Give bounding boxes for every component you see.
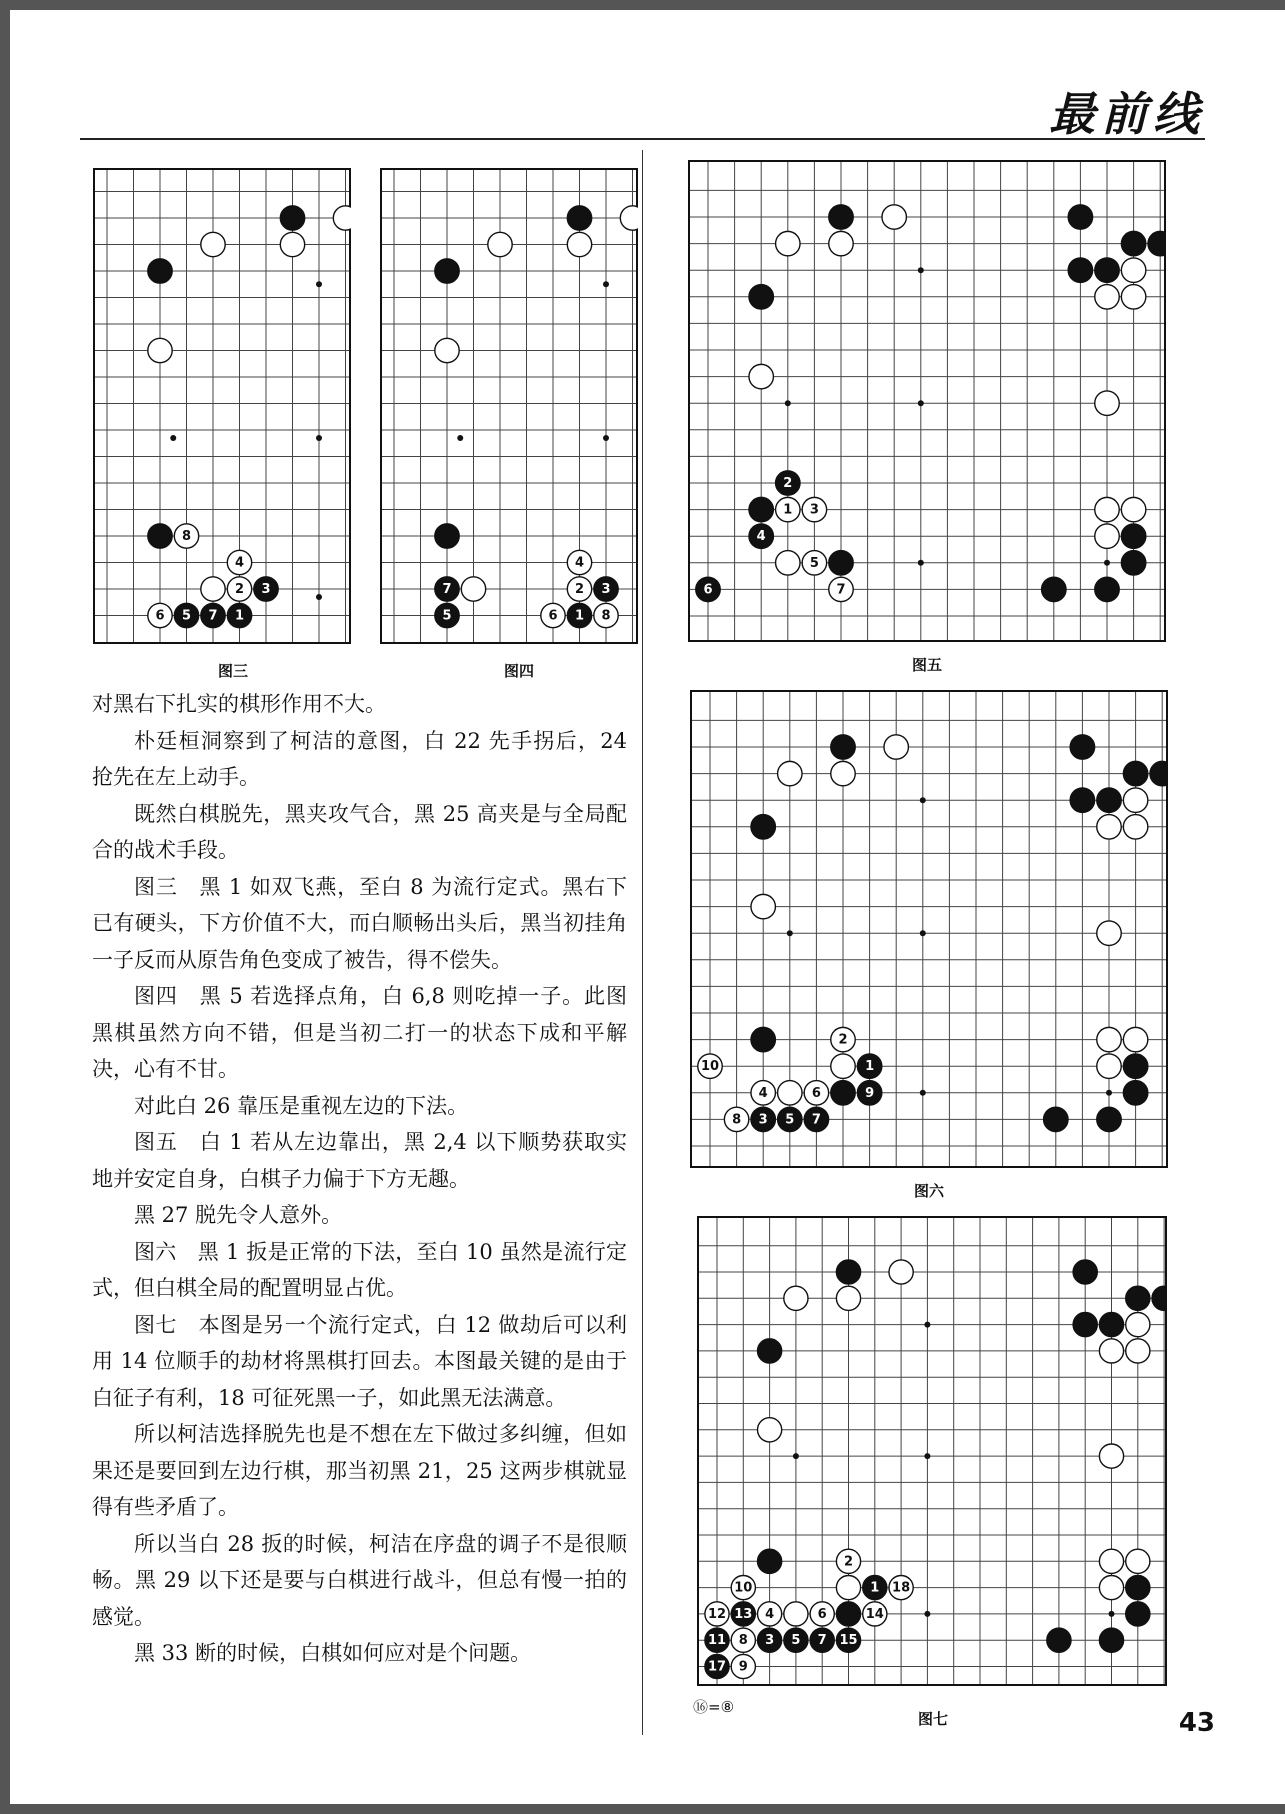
move-number: 7 [836,582,846,598]
go-board-fig4 [380,168,638,644]
white-stone [802,551,826,575]
white-stone [836,1286,860,1310]
white-stone [1121,258,1145,282]
move-number: 3 [765,1633,775,1649]
white-stone [1095,391,1119,415]
move-number: 6 [548,608,558,624]
move-number: 12 [707,1606,727,1622]
white-stone [731,1576,755,1600]
star-point [603,435,609,441]
paragraph: 图七 本图是另一个流行定式，白 12 做劫后可以利用 14 位顺手的劫材将黑棋打回去。本图最关键的是由于白征子有利，18 可征死黑一子，如此黑无法满意。 [92,1312,627,1410]
black-stone [836,1628,860,1652]
white-stone [488,232,512,256]
white-stone [784,1286,808,1310]
white-stone [620,206,638,230]
move-number: 1 [574,608,585,624]
white-stone [831,1054,855,1078]
black-stone [1150,761,1168,785]
black-stone [857,1054,881,1078]
star-point [457,435,463,441]
star-point [785,400,791,406]
caption-fig4: 图四 [504,662,535,680]
move-number: 2 [838,1032,848,1048]
black-stone [1121,231,1145,255]
white-stone [1126,1339,1150,1363]
black-stone [863,1576,887,1600]
board-frame [689,161,1165,641]
white-stone [174,524,198,548]
column-divider [642,150,643,1735]
black-stone [435,577,459,601]
go-board-fig7 [697,1216,1167,1686]
move-number: 6 [817,1606,827,1622]
white-stone [776,551,800,575]
black-stone [804,1107,828,1131]
white-stone [541,603,565,627]
white-stone [1095,497,1119,521]
white-stone [758,1602,782,1626]
black-stone [778,1107,802,1131]
white-stone [698,1054,722,1078]
black-stone [254,577,278,601]
white-stone [889,1576,913,1600]
move-number: 6 [155,608,165,624]
star-point [924,1453,930,1459]
board-fig7 [697,1216,1167,1686]
star-point [316,281,322,287]
black-stone [758,1549,782,1573]
paragraph: 图三 黑 1 如双飞燕，至白 8 为流行定式。黑右下已有硬头，下方价值不大，而白顺畅出头后，黑当初挂角一子反而从原告角色变成了被告，得不偿失。 [92,874,627,972]
header-title: 最前线 [1049,87,1205,141]
star-point [924,1322,930,1328]
white-stone [227,550,251,574]
caption-fig3: 图三 [218,662,249,680]
black-stone [1073,1313,1097,1337]
move-number: 5 [442,608,452,624]
black-stone [749,524,773,548]
black-stone [1121,551,1145,575]
page-border-left [0,0,10,1814]
move-number: 1 [870,1580,880,1596]
black-stone [758,1339,782,1363]
move-number: 7 [817,1633,827,1649]
white-stone [461,577,485,601]
black-stone [1126,1602,1150,1626]
white-stone [836,1576,860,1600]
white-stone [567,232,591,256]
black-stone [696,577,720,601]
black-stone [829,205,853,229]
paragraph: 朴廷桓洞察到了柯洁的意图，白 22 先手拐后，24 抢先在左上动手。 [92,728,627,789]
black-stone [1044,1107,1068,1131]
star-point [924,1611,930,1617]
black-stone [1068,258,1092,282]
paragraph: 图四 黑 5 若选择点角，白 6,8 则吃掉一子。此图黑棋虽然方向不错，但是当初二打一的状态下成和平解决，心有不甘。 [92,984,627,1081]
black-stone [1123,1081,1147,1105]
white-stone [1097,1027,1121,1051]
go-board-fig6 [690,690,1168,1168]
white-stone [889,1260,913,1284]
black-stone [1095,577,1119,601]
black-stone [751,815,775,839]
black-stone [749,285,773,309]
black-stone [836,1602,860,1626]
white-stone [594,603,618,627]
white-stone [863,1602,887,1626]
move-number: 17 [707,1659,727,1675]
move-number: 5 [791,1633,801,1649]
caption-fig5: 图五 [912,656,943,674]
white-stone [1123,1027,1147,1051]
black-stone [1099,1628,1123,1652]
black-stone [831,1081,855,1105]
white-stone [802,497,826,521]
move-number: 1 [865,1059,875,1075]
white-stone [829,231,853,255]
white-stone [280,232,304,256]
board-fig4 [380,168,638,644]
move-number: 8 [732,1112,742,1128]
paragraph: 对黑右下扎实的棋形作用不大。 [92,692,386,716]
move-number: 3 [601,582,611,597]
white-stone [724,1107,748,1131]
white-stone [778,1081,802,1105]
caption-fig6: 图六 [914,1182,945,1200]
star-point [1109,1611,1115,1617]
white-stone [201,232,225,256]
black-stone [751,1107,775,1131]
white-stone [804,1081,828,1105]
white-stone [884,735,908,759]
star-point [170,435,176,441]
move-number: 9 [865,1085,875,1101]
white-stone [1121,497,1145,521]
page-border-top [0,0,1285,10]
white-stone [1121,285,1145,309]
article-text [92,686,627,1672]
white-stone [751,894,775,918]
move-number: 7 [811,1112,821,1128]
move-number: 1 [783,502,793,518]
star-point [787,930,793,936]
black-stone [435,259,459,283]
black-stone [1073,1260,1097,1284]
black-stone [148,259,172,283]
move-number: 2 [783,476,793,491]
white-stone [831,761,855,785]
board-fig3 [93,168,351,644]
black-stone [831,735,855,759]
star-point [316,594,322,600]
white-stone [1099,1444,1123,1468]
white-stone [1097,1054,1121,1078]
header-rule [80,138,1205,140]
move-number: 11 [707,1633,727,1649]
paragraph: 图六 黑 1 扳是正常的下法，至白 10 虽然是流行定式，但白棋全局的配置明显占优。 [92,1239,627,1300]
white-stone [778,761,802,785]
move-number: 4 [234,555,245,571]
black-stone [1099,1313,1123,1337]
move-number: 2 [574,582,585,597]
star-point [920,1090,926,1096]
paragraph: 图五 白 1 若从左边靠出，黑 2,4 以下顺势获取实地并安定自身，白棋子力偏于下方无趣。 [92,1130,627,1191]
black-stone [1070,735,1094,759]
go-board-fig5 [688,160,1166,642]
black-stone [280,206,304,230]
white-stone [333,206,351,230]
white-stone [1123,815,1147,839]
paragraph: 既然白棋脱先，黑夹攻气合，黑 25 高夹是与全局配合的战术手段。 [92,801,627,862]
star-point [920,930,926,936]
move-number: 6 [811,1085,821,1101]
black-stone [1148,231,1166,255]
paragraph: 黑 33 断的时候，白棋如何应对是个问题。 [134,1641,532,1665]
move-number: 3 [758,1112,768,1128]
black-stone [435,603,459,627]
white-stone [751,1081,775,1105]
move-number: 10 [734,1580,753,1596]
move-number: 10 [700,1059,720,1075]
star-point [793,1453,799,1459]
move-number: 2 [843,1554,854,1570]
black-stone [1047,1628,1071,1652]
black-stone [201,603,225,627]
move-number: 5 [809,555,819,571]
black-stone [784,1628,808,1652]
black-stone [1070,788,1094,812]
move-number: 14 [865,1606,884,1622]
black-stone [1121,524,1145,548]
star-point [918,267,924,273]
black-stone [1126,1286,1150,1310]
move-number: 8 [601,608,611,624]
go-board-fig3 [93,168,351,644]
star-point [603,281,609,287]
white-stone [829,577,853,601]
white-stone [1095,285,1119,309]
move-number: 6 [703,582,713,598]
white-stone [784,1602,808,1626]
black-stone [227,603,251,627]
white-stone [1097,921,1121,945]
move-number: 7 [208,608,218,624]
white-stone [831,1027,855,1051]
move-number: 15 [839,1633,858,1649]
black-stone [1097,1107,1121,1131]
black-stone [749,497,773,521]
white-stone [227,577,251,601]
white-stone [705,1602,729,1626]
white-stone [776,231,800,255]
move-number: 4 [574,555,585,571]
black-stone [829,551,853,575]
black-stone [836,1260,860,1284]
white-stone [1099,1576,1123,1600]
move-number: 5 [181,608,192,624]
white-stone [1099,1339,1123,1363]
black-stone [810,1628,834,1652]
black-stone [148,524,172,548]
move-number: 4 [765,1606,775,1622]
black-stone [731,1602,755,1626]
black-stone [857,1081,881,1105]
black-stone [435,524,459,548]
star-point [918,560,924,566]
white-stone [1095,524,1119,548]
white-stone [836,1549,860,1573]
paragraph: 对此白 26 靠压是重视左边的下法。 [134,1093,469,1118]
white-stone [776,497,800,521]
black-stone [594,577,618,601]
white-stone [731,1654,755,1678]
move-number: 3 [809,502,819,518]
star-point [1106,1090,1112,1096]
white-stone [567,577,591,601]
white-stone [882,205,906,229]
fig7-note: ⑯=⑧ [693,1698,735,1716]
white-stone [1126,1549,1150,1573]
black-stone [705,1654,729,1678]
move-number: 1 [234,608,245,624]
board-fig6 [690,690,1168,1168]
white-stone [148,603,172,627]
white-stone [201,577,225,601]
white-stone [1097,815,1121,839]
black-stone [1123,1054,1147,1078]
black-stone [776,471,800,495]
white-stone [567,550,591,574]
black-stone [1095,258,1119,282]
black-stone [567,603,591,627]
move-number: 9 [738,1659,748,1675]
star-point [1104,560,1110,566]
paragraph: 所以柯洁选择脱先也是不想在左下做过多纠缠，但如果还是要回到左边行棋，那当初黑 21，25 这两步棋就显得有些矛盾了。 [92,1422,627,1519]
black-stone [567,206,591,230]
black-stone [1097,788,1121,812]
move-number: 2 [234,582,245,597]
paragraph: 黑 27 脱先令人意外。 [134,1203,343,1227]
white-stone [148,338,172,362]
move-number: 13 [734,1606,753,1622]
white-stone [749,364,773,388]
black-stone [1126,1576,1150,1600]
board-fig5 [688,160,1166,642]
white-stone [731,1628,755,1652]
move-number: 3 [261,582,271,597]
move-number: 4 [758,1085,768,1101]
page-border-bottom [0,1804,1285,1814]
page-number: 43 [1178,1708,1215,1738]
caption-fig7: 图七 [918,1710,949,1728]
white-stone [810,1602,834,1626]
black-stone [705,1628,729,1652]
black-stone [1068,205,1092,229]
move-number: 8 [181,529,192,544]
move-number: 5 [785,1112,795,1128]
black-stone [1042,577,1066,601]
black-stone [751,1027,775,1051]
black-stone [758,1628,782,1652]
white-stone [435,338,459,362]
paragraph: 所以当白 28 扳的时候，柯洁在序盘的调子不是很顺畅。黑 29 以下还是要与白棋进行战斗，但总有慢一拍的感觉。 [92,1531,627,1629]
move-number: 4 [756,529,766,545]
move-number: 8 [738,1633,748,1649]
star-point [316,435,322,441]
star-point [918,400,924,406]
black-stone [174,603,198,627]
move-number: 18 [892,1580,911,1596]
white-stone [1126,1313,1150,1337]
black-stone [1123,761,1147,785]
move-number: 7 [442,582,452,597]
star-point [920,797,926,803]
white-stone [1123,788,1147,812]
white-stone [758,1418,782,1442]
white-stone [1099,1549,1123,1573]
